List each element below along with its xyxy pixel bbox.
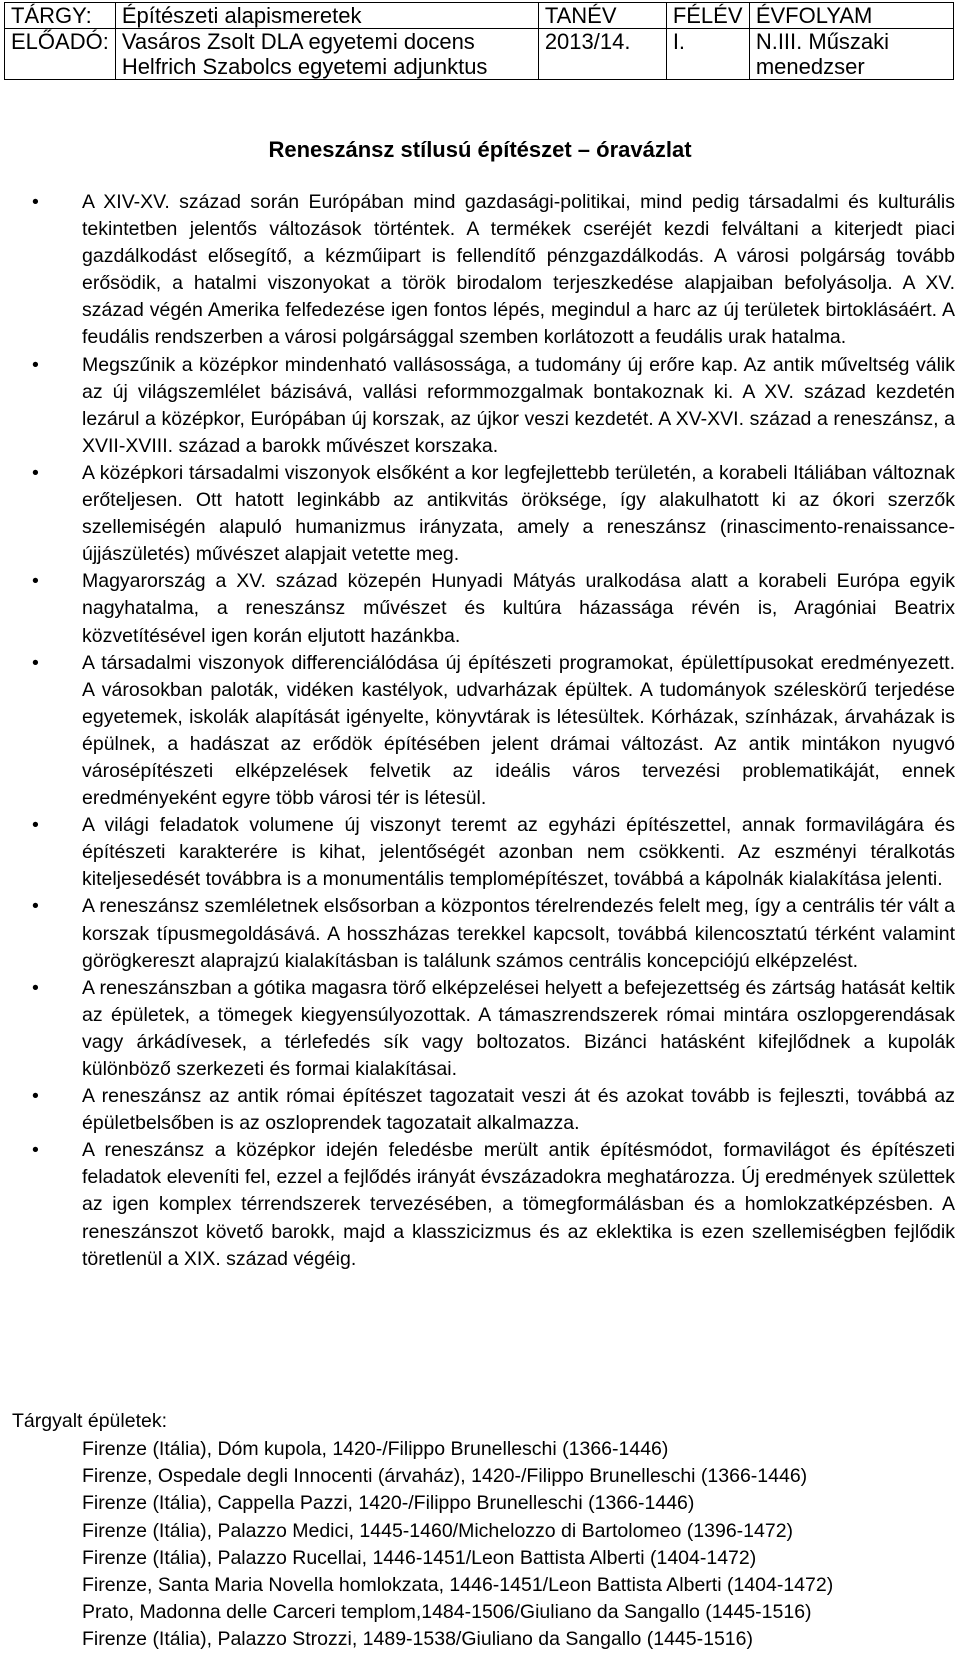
- semester-label: FÉLÉV: [666, 3, 749, 29]
- paragraph-text: A világi feladatok volumene új viszonyt teremt az egyházi építészettel, annak formavilágára és építészeti karakterére is kihat, jelentőségét azonban nem csökkenti. Az eszményi téralkotás kiteljesedését továbbra is a monumentális templomépítészet, továbbá a kápolnák kialakítása jelenti.: [82, 814, 955, 891]
- paragraph-text: A reneszánsz az antik római építészet tagozatait veszi át és azokat tovább is fejleszti, továbbá az épületbelsőben is az oszloprendek tagozatait alkalmazza.: [82, 1085, 955, 1135]
- bullet-icon: •: [32, 976, 39, 999]
- year-value: [749, 29, 953, 80]
- subject-label: TÁRGY:: [5, 3, 116, 29]
- buildings-heading: Tárgyalt épületek:: [12, 1410, 168, 1432]
- subject-value: Építészeti alapismeretek: [115, 3, 538, 29]
- year-value-line2: menedzser: [755, 54, 865, 79]
- list-item: [32, 812, 955, 893]
- bullet-icon: •: [32, 353, 39, 376]
- list-item: [32, 568, 955, 649]
- lecturer-2: Helfrich Szabolcs egyetemi adjunktus: [121, 54, 488, 79]
- building-item: Prato, Madonna delle Carceri templom,1484-1506/Giuliano da Sangallo (1445-1516): [82, 1601, 812, 1624]
- lecturer-label: ELŐADÓ:: [5, 29, 116, 80]
- building-item: Firenze (Itália), Palazzo Rucellai, 1446-1451/Leon Battista Alberti (1404-1472): [82, 1546, 757, 1569]
- bullet-icon: •: [32, 191, 39, 213]
- building-item: Firenze (Itália), Palazzo Strozzi, 1489-1538/Giuliano da Sangallo (1445-1516): [82, 1628, 753, 1651]
- bullet-icon: •: [32, 651, 39, 674]
- list-item: [32, 1137, 955, 1272]
- header-row-lecturer: [5, 29, 954, 80]
- paragraph-text: A reneszánsz szemléletnek elsősorban a központos térelrendezés felelt meg, így a centrális tér vált a korszak típusmegoldásává. A hosszházas terekkel kapcsolt, továbbá kilencosztatú térként valamint görögkereszt alaprajzú kialakításban is találunk számos centrális koncepciójú elképzelést.: [82, 895, 955, 972]
- list-item: [32, 352, 955, 460]
- header-row-subject: [5, 3, 954, 29]
- buildings-list: [82, 1436, 955, 1654]
- building-item: Firenze, Santa Maria Novella homlokzata, 1446-1451/Leon Battista Alberti (1404-1472): [82, 1574, 834, 1597]
- bullet-icon: •: [32, 461, 39, 484]
- building-item: Firenze (Itália), Palazzo Medici, 1445-1460/Michelozzo di Bartolomeo (1396-1472): [82, 1519, 794, 1542]
- paragraph-text: A társadalmi viszonyok differenciálódása új építészeti programokat, épülettípusokat eredményezett. A városokban paloták, vidéken kastélyok, udvarházak épültek. A tudományok széleskörű terjedése egyetemek, iskolák alapítását igényelte, könyvtárak is létesültek. Kórházak, színházak, árvaházak is épülnek, a hadászat az erődök építésében jelent drámai változást. Az antik mintákon nyugvó városépítészeti elképzelések felvetik az ideális város tervezési problematikáját, ennek eredményeként egyre több városi tér is létesül.: [82, 651, 955, 810]
- bullet-icon: •: [32, 1085, 39, 1108]
- list-item: [32, 893, 955, 974]
- year-label: ÉVFOLYAM: [749, 3, 953, 29]
- building-item: Firenze (Itália), Dóm kupola, 1420-/Filippo Brunelleschi (1366-1446): [82, 1438, 669, 1460]
- bullet-icon: •: [32, 895, 39, 918]
- school-year-label: TANÉV: [538, 3, 666, 29]
- course-header-table: [4, 2, 954, 80]
- page-title: Reneszánsz stílusú építészet – óravázlat: [268, 137, 692, 162]
- semester-value: I.: [666, 29, 749, 80]
- paragraph-text: Megszűnik a középkor mindenható vallásossága, a tudomány új erőre kap. Az antik műveltség válik az új világszemlélet bázisává, vallási reformmozgalmak bontakoznak ki. A XV. század kezdetén lezárul a középkor, Európában új korszak, az újkor veszi kezdetét. A XV-XVI. század a reneszánsz, a XVII-XVIII. század a barokk művészet korszaka.: [82, 353, 955, 457]
- paragraph-text: A reneszánsz a középkor idején feledésbe merült antik építésmódot, formavilágot és építészeti feladatok eleveníti fel, ezzel a fejlődés irányát évszázadokra meghatározza. Új eredmények születtek az igen komplex térrendszerek tervezésében, a tömegformálásban és a homlokzatképzésben. A reneszánszot követő barokk, majd a klasszicizmus és az eklektika is ezen szellemiségben fejlődik töretlenül a XIX. század végéig.: [82, 1139, 955, 1270]
- lecture-bullet-list: [32, 189, 955, 1273]
- paragraph-text: A reneszánszban a gótika magasra törő elképzelései helyett a befejezettség és zártság hatását keltik az épületek, a tömegek kiegyensúlyozottak. A támaszrendszerek római mintára oszlopgerendásak vagy árkádívesek, a térlefedés sík vagy boltozatos. Bizánci hatásként kifejlődnek a kupolák különböző szerkezeti és formai kialakításai.: [82, 976, 955, 1080]
- building-item: Firenze (Itália), Cappella Pazzi, 1420-/Filippo Brunelleschi (1366-1446): [82, 1492, 695, 1515]
- building-item: Firenze, Ospedale degli Innocenti (árvaház), 1420-/Filippo Brunelleschi (1366-1446): [82, 1465, 808, 1488]
- list-item: [32, 650, 955, 813]
- list-item: [32, 1083, 955, 1137]
- school-year-value: 2013/14.: [538, 29, 666, 80]
- paragraph-text: A XIV-XV. század során Európában mind gazdasági-politikai, mind pedig társadalmi és kulturális tekintetben jelentős változások történtek. A termékek cseréjét kezdi felváltani a kiterjedt piaci gazdálkodást elősegítő, a kézműipart is fellendítő pénzgazdálkodás. A városi polgárság tovább erősödik, a hatalmi viszonyokat a török birodalom terjeszkedése alapjaiban befolyásolja. A XV. század végén Amerika felfedezése igen fontos lépés, megindul a harc az új területek birtoklásáért. A feudális rendszerben a városi polgársággal szemben korlátozott a feudális urak hatalma.: [82, 191, 955, 349]
- bullet-icon: •: [32, 814, 39, 837]
- list-item: [32, 975, 955, 1083]
- bullet-icon: •: [32, 570, 39, 593]
- year-value-line1: N.III. Műszaki: [755, 29, 890, 54]
- paragraph-text: Magyarország a XV. század közepén Hunyadi Mátyás uralkodása alatt a korabeli Európa egyik nagyhatalma, a reneszánsz művészet és kultúra házassága révén is, Aragóniai Beatrix közvetítésével igen korán eljutott hazánkba.: [82, 570, 955, 647]
- lecturer-1: Vasáros Zsolt DLA egyetemi docens: [121, 29, 475, 54]
- list-item: [32, 189, 955, 352]
- lecturer-names: [115, 29, 538, 80]
- bullet-icon: •: [32, 1139, 39, 1162]
- paragraph-text: A középkori társadalmi viszonyok elsőként a kor legfejlettebb területén, a korabeli Itáliában változnak erőteljesen. Ott hatott leginkább az antikvitás öröksége, így alakulhatott ki az ókori szerzők szellemiségén alapuló humanizmus irányzata, amely a reneszánsz (rinascimento-renaissance-újjászületés) művészet alapjait vetette meg.: [82, 461, 955, 566]
- list-item: [32, 460, 955, 568]
